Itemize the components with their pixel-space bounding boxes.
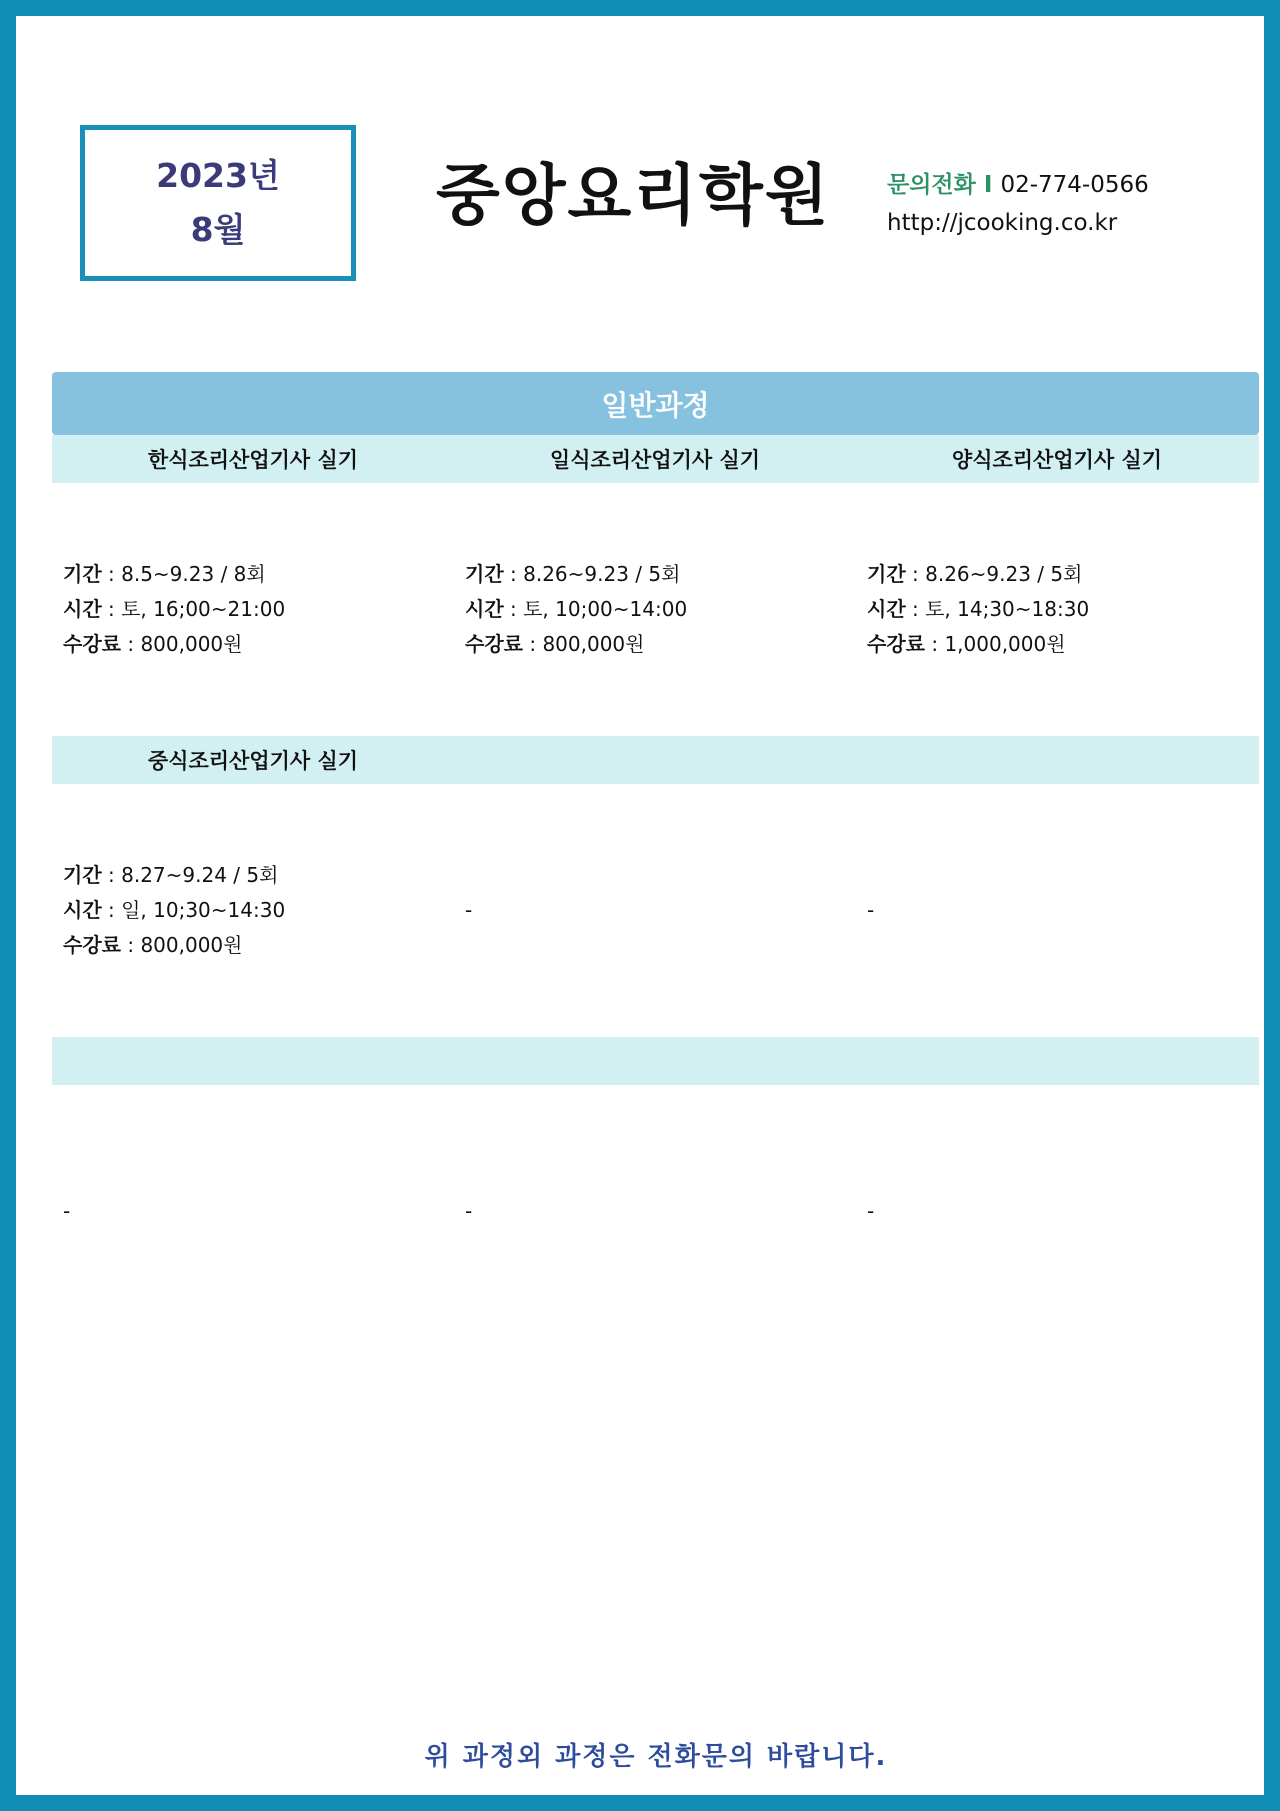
fee-label: 수강료 <box>867 632 925 656</box>
period-value: 8.5~9.23 / 8회 <box>121 562 266 586</box>
period-label: 기간 <box>63 562 102 586</box>
course-name: 한식조리산업기사 실기 <box>147 448 359 472</box>
period-label: 기간 <box>63 863 102 887</box>
period-label: 기간 <box>465 562 504 586</box>
colon: : <box>912 597 919 621</box>
course-row <box>52 736 1259 784</box>
time-value: 토, 14;30~18:30 <box>925 597 1090 621</box>
course-name: 중식조리산업기사 실기 <box>147 749 359 773</box>
course-name <box>454 1037 856 1085</box>
colon: : <box>127 933 135 957</box>
phone-separator: I <box>983 172 993 198</box>
course-details <box>867 557 1089 662</box>
empty-placeholder: - <box>63 1199 71 1223</box>
footer-note: 위 과정외 과정은 전화문의 바랍니다. <box>424 1742 888 1772</box>
course-row <box>52 435 1259 483</box>
contact-info <box>887 166 1149 242</box>
fee-label: 수강료 <box>63 632 121 656</box>
empty-placeholder: - <box>867 898 875 922</box>
colon: : <box>127 632 135 656</box>
fee-value: 800,000원 <box>542 632 645 656</box>
colon: : <box>931 632 939 656</box>
fee-label: 수강료 <box>63 933 121 957</box>
period-value: 8.26~9.23 / 5회 <box>925 562 1083 586</box>
time-label: 시간 <box>63 898 102 922</box>
fee-value: 1,000,000원 <box>944 632 1066 656</box>
fee-value: 800,000원 <box>140 933 243 957</box>
section-title: 일반과정 <box>52 372 1259 435</box>
date-box <box>80 125 356 281</box>
colon: : <box>510 597 517 621</box>
empty-placeholder: - <box>867 1199 875 1223</box>
empty-placeholder: - <box>465 1199 473 1223</box>
time-value: 토, 16;00~21:00 <box>121 597 286 621</box>
time-label: 시간 <box>63 597 102 621</box>
fee-label: 수강료 <box>465 632 523 656</box>
course-name <box>52 1037 454 1085</box>
time-label: 시간 <box>867 597 906 621</box>
colon: : <box>912 562 919 586</box>
time-value: 일, 10;30~14:30 <box>121 898 286 922</box>
phone-label: 문의전화 <box>887 172 976 198</box>
period-value: 8.27~9.24 / 5회 <box>121 863 279 887</box>
month-label: 8월 <box>190 210 246 249</box>
year-label: 2023년 <box>156 156 280 195</box>
period-label: 기간 <box>867 562 906 586</box>
course-name <box>454 736 856 784</box>
academy-title: 중앙요리학원 <box>436 157 831 234</box>
colon: : <box>510 562 517 586</box>
colon: : <box>108 863 115 887</box>
time-label: 시간 <box>465 597 504 621</box>
period-value: 8.26~9.23 / 5회 <box>523 562 681 586</box>
fee-value: 800,000원 <box>140 632 243 656</box>
website-link[interactable]: http://jcooking.co.kr <box>887 210 1118 236</box>
course-name: 일식조리산업기사 실기 <box>549 448 761 472</box>
colon: : <box>529 632 537 656</box>
course-details <box>63 557 285 662</box>
time-value: 토, 10;00~14:00 <box>523 597 688 621</box>
course-details <box>465 557 687 662</box>
course-name <box>856 1037 1258 1085</box>
colon: : <box>108 898 115 922</box>
course-details <box>63 858 285 963</box>
course-row <box>52 1037 1259 1085</box>
empty-placeholder: - <box>465 898 473 922</box>
phone-number[interactable]: 02-774-0566 <box>1000 172 1149 198</box>
colon: : <box>108 562 115 586</box>
colon: : <box>108 597 115 621</box>
course-name <box>856 736 1258 784</box>
course-name: 양식조리산업기사 실기 <box>951 448 1163 472</box>
